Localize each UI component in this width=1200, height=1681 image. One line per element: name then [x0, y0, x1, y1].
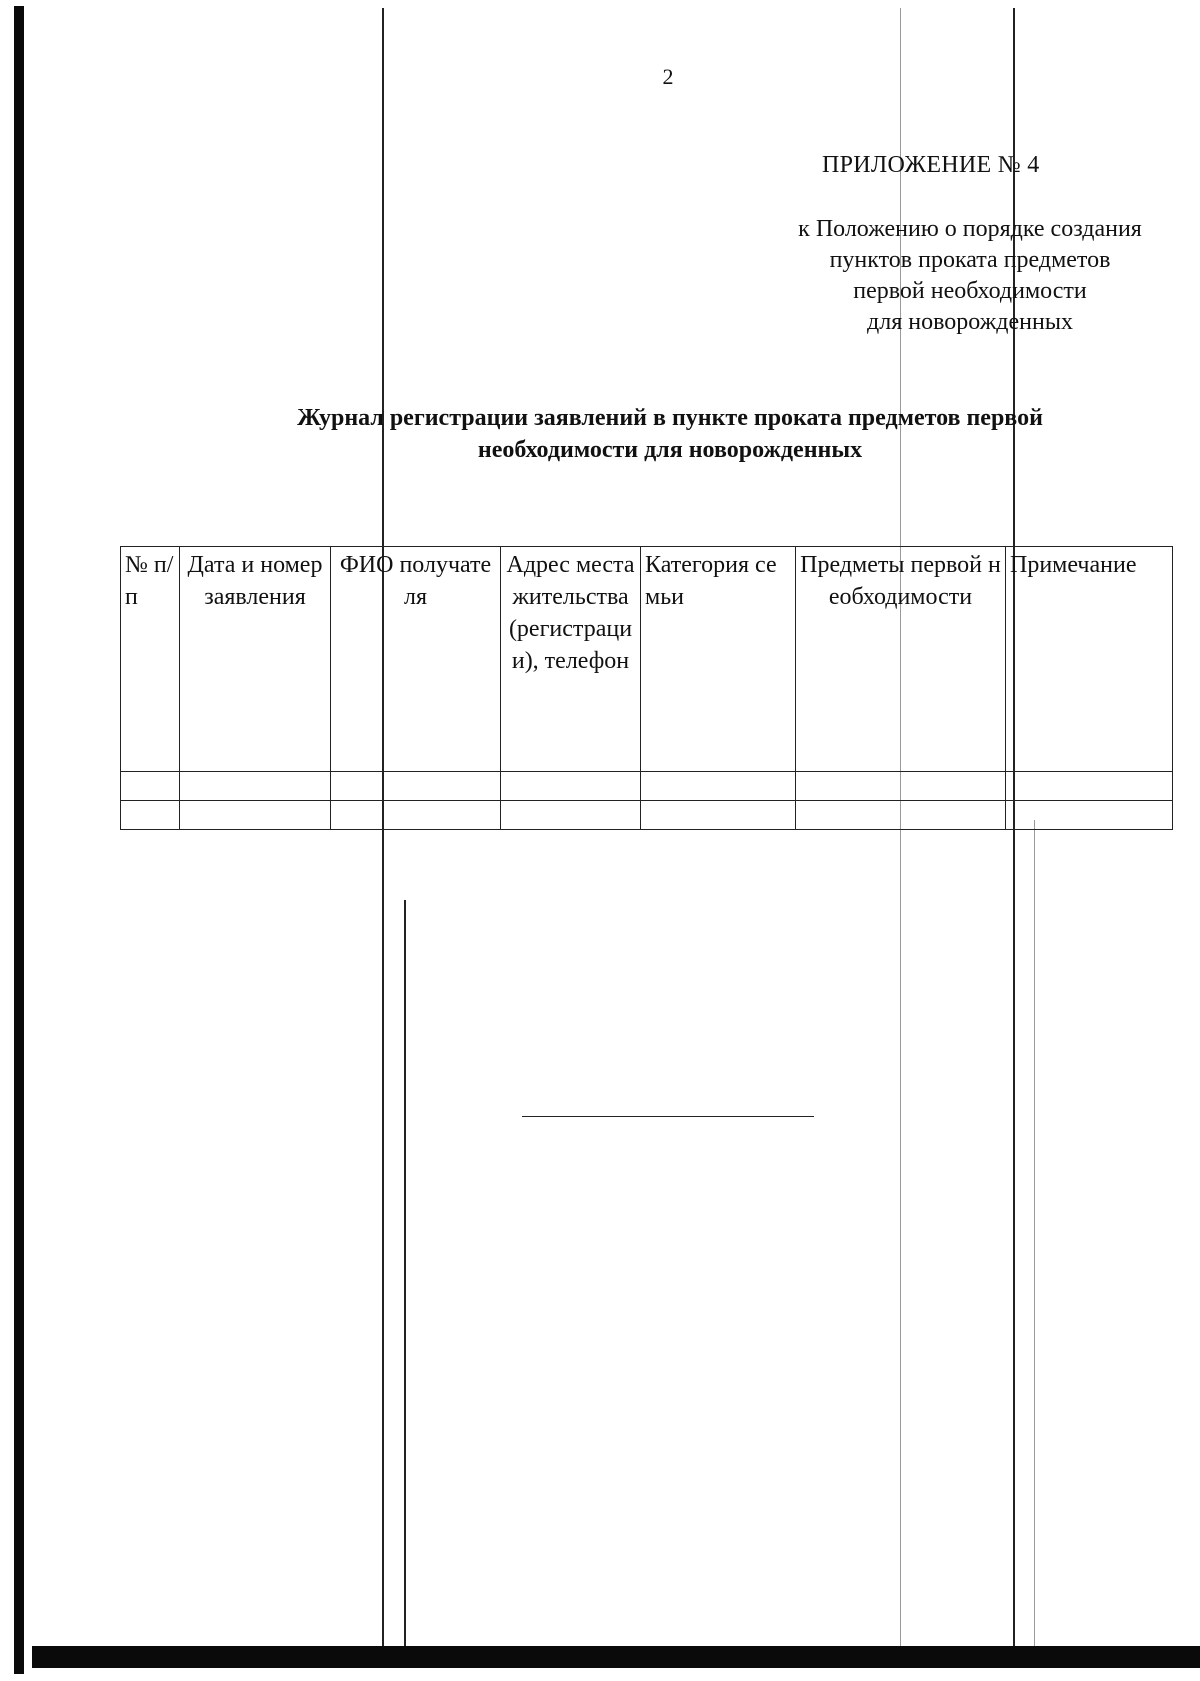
- scan-fold-line: [404, 900, 406, 1646]
- table-row: [121, 772, 1173, 801]
- column-header-recipient: ФИО получателя: [331, 547, 501, 772]
- column-header-date: Дата и номер заявления: [180, 547, 331, 772]
- journal-title-line: Журнал регистрации заявлений в пункте проката предметов первой: [297, 405, 1043, 431]
- journal-title: [200, 402, 1140, 466]
- appendix-subtitle-line: к Положению о порядке создания: [798, 216, 1142, 242]
- column-header-items: Предметы первой необходимости: [796, 547, 1006, 772]
- table-cell: [331, 801, 501, 830]
- table-row: [121, 801, 1173, 830]
- table-cell: [180, 772, 331, 801]
- table-cell: [501, 772, 641, 801]
- column-header-family-category: Категория семьи: [641, 547, 796, 772]
- appendix-subtitle-line: первой необходимости: [853, 278, 1087, 304]
- column-header-address: Адрес места жительства (регистрации), телефон: [501, 547, 641, 772]
- column-header-number: № п/п: [121, 547, 180, 772]
- table-cell: [180, 801, 331, 830]
- appendix-title: ПРИЛОЖЕНИЕ № 4: [822, 152, 1040, 178]
- table-cell: [641, 801, 796, 830]
- table-cell: [121, 772, 180, 801]
- scan-edge-bottom: [32, 1646, 1200, 1668]
- appendix-subtitle-line: для новорожденных: [867, 309, 1073, 335]
- journal-table: [120, 546, 1173, 830]
- table-cell: [641, 772, 796, 801]
- closing-rule: [522, 1116, 814, 1117]
- scan-fold-line: [1034, 820, 1035, 1646]
- table-cell: [501, 801, 641, 830]
- page-number: 2: [662, 64, 674, 89]
- scan-edge-left: [14, 6, 24, 1674]
- table-cell: [1006, 801, 1173, 830]
- table-cell: [121, 801, 180, 830]
- column-header-note: Примечание: [1006, 547, 1173, 772]
- table-cell: [796, 801, 1006, 830]
- table-header-row: [121, 547, 1173, 772]
- appendix-subtitle: [700, 214, 1200, 338]
- appendix-subtitle-line: пунктов проката предметов: [829, 247, 1111, 273]
- table-cell: [1006, 772, 1173, 801]
- table-cell: [331, 772, 501, 801]
- table-cell: [796, 772, 1006, 801]
- journal-title-line: необходимости для новорожденных: [477, 437, 863, 463]
